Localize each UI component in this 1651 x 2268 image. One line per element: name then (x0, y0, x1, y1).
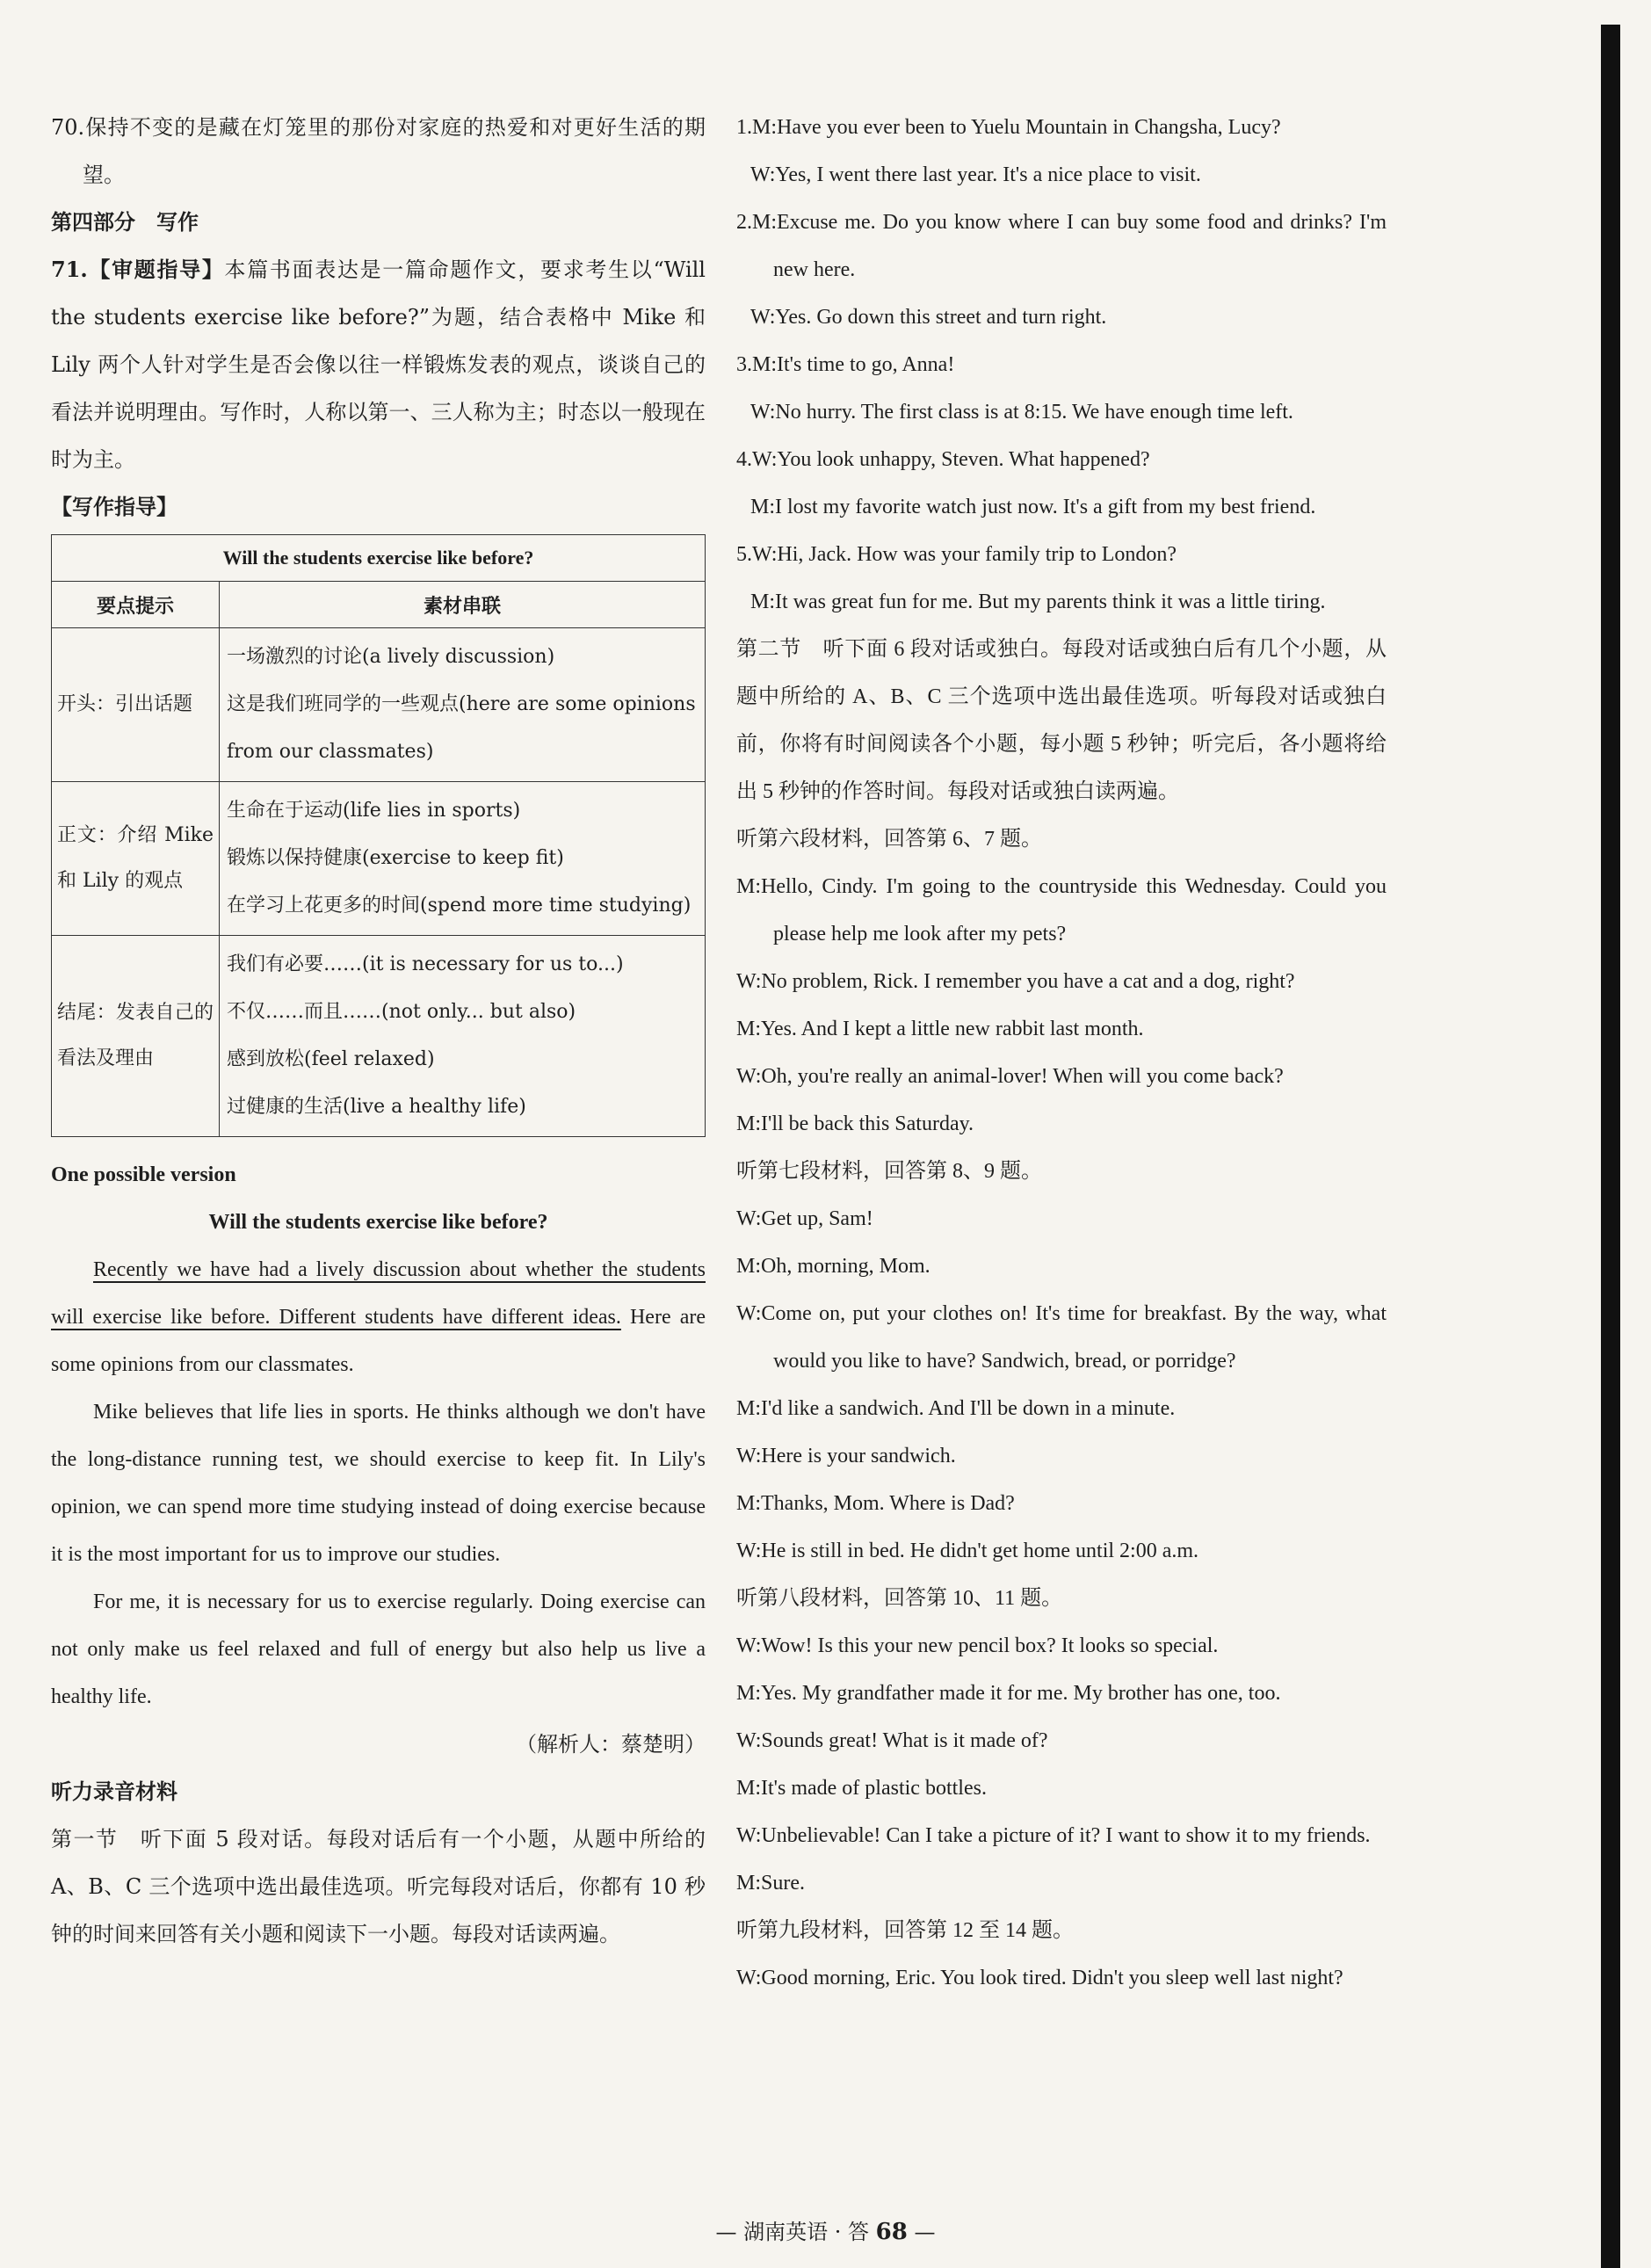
footer-text: — 湖南英语 · 答 (715, 2220, 870, 2244)
table-key: 正文：介绍 Mike 和 Lily 的观点 (52, 782, 220, 936)
left-column (51, 104, 706, 1958)
listening-instruction: 听第九段材料，回答第 12 至 14 题。 (736, 1919, 1074, 1942)
dialogue-line: 4.W:You look unhappy, Steven. What happened? (736, 448, 1150, 471)
writing-guide-label: 【写作指导】 (51, 494, 177, 519)
table-key: 结尾：发表自己的看法及理由 (52, 936, 220, 1137)
material-item: 一场激烈的讨论(a lively discussion) (227, 646, 555, 668)
material-item: 不仅……而且……(not only... but also) (227, 1001, 576, 1023)
table-value (220, 936, 706, 1137)
dialogue-line: M:Yes. And I kept a little new rabbit last month. (736, 1018, 1144, 1040)
table-title: Will the students exercise like before? (52, 535, 706, 582)
listening-instruction: 听第八段材料，回答第 10、11 题。 (736, 1587, 1063, 1610)
sentence-rest: Here are some opinions from our classmates. (51, 1306, 706, 1376)
material-item: 锻炼以保持健康(exercise to keep fit) (227, 847, 564, 869)
footer-dash: — (914, 2220, 936, 2244)
listening-section-1: 第一节 听下面 5 段对话。每段对话后有一个小题，从题中所给的 A、B、C 三个选项中选出最佳选项。听完每段对话后，你都有 10 秒钟的时间来回答有关小题和阅读下一小题。每段对话读两遍。 (51, 1827, 706, 1946)
dialogue-line: M:It's made of plastic bottles. (736, 1777, 987, 1800)
q71-text: 本篇书面表达是一篇命题作文，要求考生以“Will the students exercise like before?”为题，结合表格中 Mike 和 Lily 两个人针对学生是否会像以往一样锻炼发表的观点，谈谈自己的看法并说明理由。写作时，人称以第一、三人称为主；时态以一般现在时为主。 (51, 257, 706, 472)
listening-instruction: 听第七段材料，回答第 8、9 题。 (736, 1160, 1042, 1183)
material-item: 这是我们班同学的一些观点(here are some opinions from our classmates) (227, 693, 696, 763)
listening-title: 听力录音材料 (51, 1779, 177, 1804)
dialogue-line: M:It was great fun for me. But my parents think it was a little tiring. (750, 591, 1326, 613)
table-row (52, 628, 706, 782)
page-footer (0, 2214, 1651, 2245)
dialogue-line: W:Oh, you're really an animal-lover! When will you come back? (736, 1065, 1284, 1088)
dialogue-line: W:Yes, I went there last year. It's a nice place to visit. (750, 163, 1201, 186)
dialogue-line: W:No problem, Rick. I remember you have a cat and a dog, right? (736, 970, 1295, 993)
dialogue-line: 2.M:Excuse me. Do you know where I can buy some food and drinks? I'm new here. (736, 211, 1387, 281)
answer-71 (51, 246, 706, 483)
dialogue-line: W:Here is your sandwich. (736, 1445, 956, 1467)
dialogue-line: W:Yes. Go down this street and turn right. (750, 306, 1107, 329)
q71-label: 71.【审题指导】 (51, 257, 225, 282)
table-row (52, 936, 706, 1137)
dialogue-line: M:Hello, Cindy. I'm going to the countryside this Wednesday. Could you please help me look after my pets? (736, 875, 1387, 946)
analyst-credit: （解析人：蔡楚明） (516, 1732, 706, 1757)
dialogue-line: M:Yes. My grandfather made it for me. My brother has one, too. (736, 1682, 1281, 1705)
table-header-points: 要点提示 (52, 582, 220, 628)
dialogue-line: 3.M:It's time to go, Anna! (736, 353, 955, 376)
listening-instruction: 第二节 听下面 6 段对话或独白。每段对话或独白后有几个小题，从题中所给的 A、B、C 三个选项中选出最佳选项。听每段对话或独白前，你将有时间阅读各个小题，每小题 5 秒钟；听完后，各小题将给出 5 秒钟的作答时间。每段对话或独白读两遍。 (736, 638, 1387, 803)
dialogue-line: M:Thanks, Mom. Where is Dad? (736, 1492, 1015, 1515)
dialogue-line: 1.M:Have you ever been to Yuelu Mountain in Changsha, Lucy? (736, 116, 1281, 139)
dialogue-line: M:I'll be back this Saturday. (736, 1112, 974, 1135)
material-item: 感到放松(feel relaxed) (227, 1048, 435, 1070)
dialogue-line: W:No hurry. The first class is at 8:15. We have enough time left. (750, 401, 1293, 424)
essay-paragraph-3: For me, it is necessary for us to exercise regularly. Doing exercise can not only make us feel relaxed and full of energy but also help us live a healthy life. (51, 1590, 706, 1708)
dialogue-line: M:Sure. (736, 1872, 805, 1895)
essay-paragraph-1 (51, 1246, 706, 1388)
writing-guide-table (51, 534, 706, 1137)
dialogue-line: W:Get up, Sam! (736, 1207, 873, 1230)
scan-edge-bar (1601, 25, 1620, 2268)
dialogue-line: W:He is still in bed. He didn't get home until 2:00 a.m. (736, 1540, 1199, 1562)
dialogue-line: W:Come on, put your clothes on! It's time for breakfast. By the way, what would you like to have? Sandwich, bread, or porridge? (736, 1302, 1387, 1373)
table-header-materials: 素材串联 (220, 582, 706, 628)
right-column (736, 104, 1387, 2002)
material-item: 在学习上花更多的时间(spend more time studying) (227, 895, 692, 917)
dialogue-line: W:Unbelievable! Can I take a picture of it? I want to show it to my friends. (736, 1824, 1371, 1847)
listening-instruction: 听第六段材料，回答第 6、7 题。 (736, 828, 1042, 851)
dialogue-line: M:Oh, morning, Mom. (736, 1255, 930, 1278)
table-row (52, 782, 706, 936)
dialogue-line: M:I lost my favorite watch just now. It's a gift from my best friend. (750, 496, 1316, 518)
answer-70: 70.保持不变的是藏在灯笼里的那份对家庭的热爱和对更好生活的期望。 (51, 115, 706, 187)
version-label: One possible version (51, 1163, 236, 1186)
essay-title: Will the students exercise like before? (208, 1211, 548, 1234)
underlined-sentence: Recently we have had a lively discussion about whether the students will exercise like before. Different students have different ideas. (51, 1258, 706, 1329)
material-item: 过健康的生活(live a healthy life) (227, 1096, 526, 1118)
dialogue-line: W:Wow! Is this your new pencil box? It looks so special. (736, 1634, 1219, 1657)
dialogue-line: M:I'd like a sandwich. And I'll be down in a minute. (736, 1397, 1176, 1420)
material-item: 生命在于运动(life lies in sports) (227, 800, 521, 822)
part4-heading: 第四部分 写作 (51, 209, 199, 235)
material-item: 我们有必要……(it is necessary for us to...) (227, 953, 624, 975)
dialogue-line: W:Sounds great! What is it made of? (736, 1729, 1048, 1752)
table-key: 开头：引出话题 (52, 628, 220, 782)
page-number: 68 (875, 2219, 908, 2245)
table-value (220, 628, 706, 782)
essay-paragraph-2: Mike believes that life lies in sports. He thinks although we don't have the long-distance running test, we should exercise to keep fit. In Lily's opinion, we can spend more time studying instead of doing exercise because it is the most important for us to improve our studies. (51, 1401, 706, 1566)
table-value (220, 782, 706, 936)
dialogue-line: 5.W:Hi, Jack. How was your family trip to London? (736, 543, 1177, 566)
dialogue-line: W:Good morning, Eric. You look tired. Didn't you sleep well last night? (736, 1967, 1343, 1989)
